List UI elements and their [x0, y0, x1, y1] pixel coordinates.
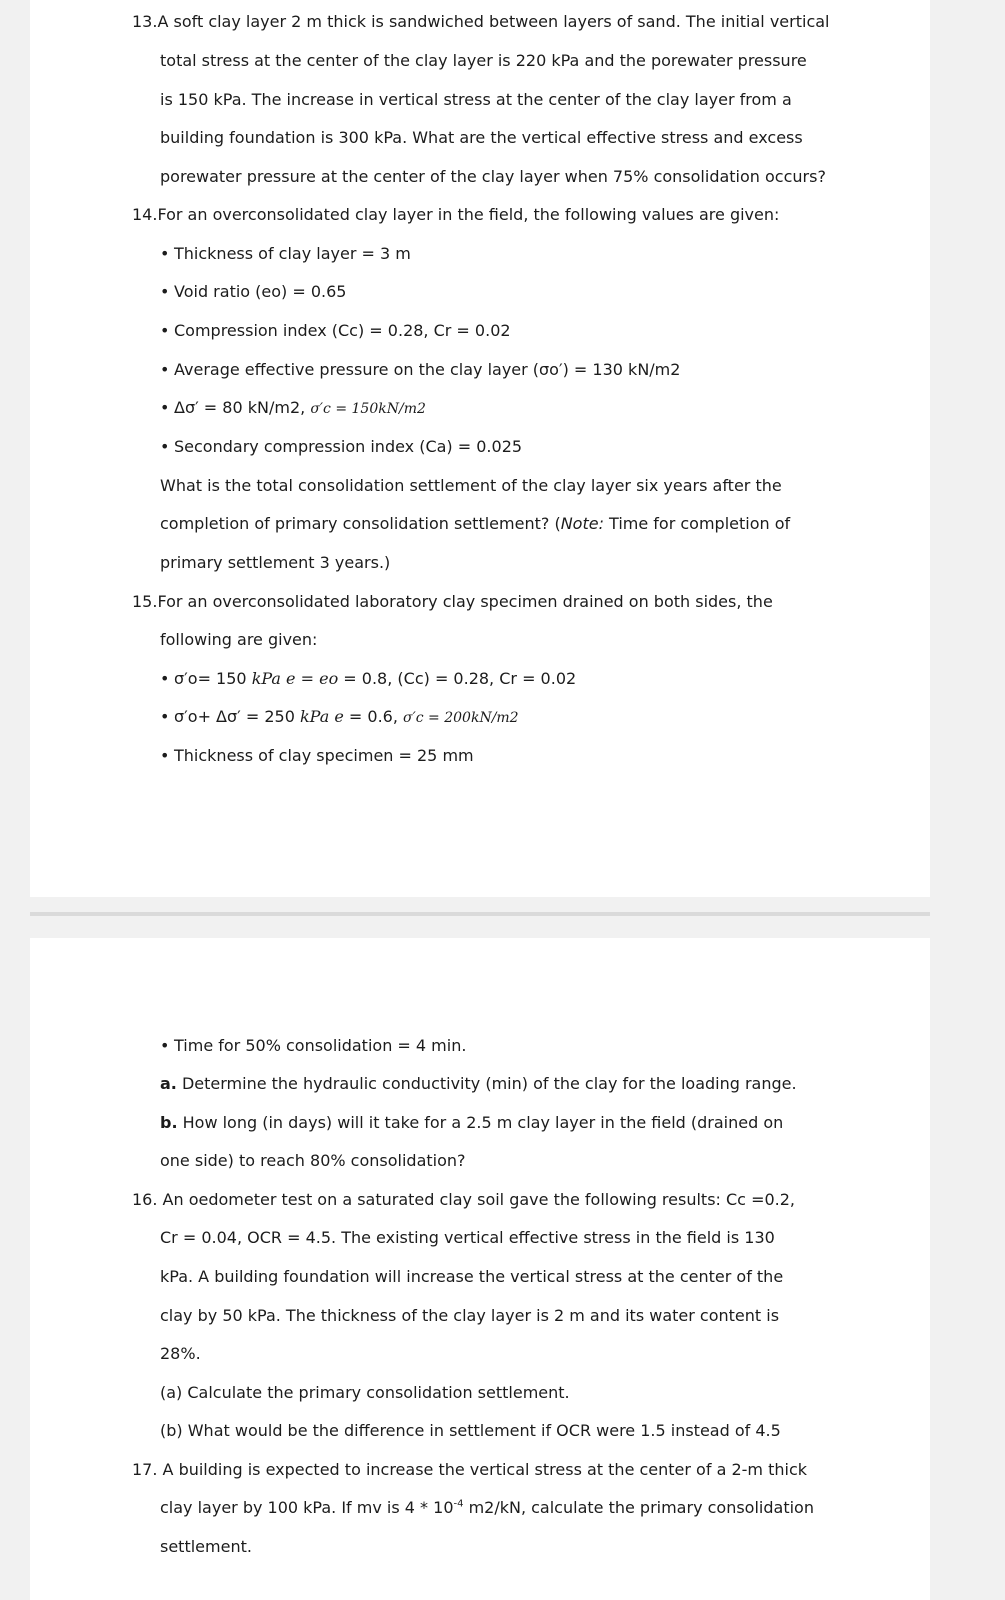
q14-question-line-2: completion of primary consolidation settlement? (Note: Time for completion of: [160, 514, 791, 533]
q13-line-1: 13.A soft clay layer 2 m thick is sandwiched between layers of sand. The initial vertical: [132, 12, 830, 31]
q15-part-a: a. Determine the hydraulic conductivity (min) of the clay for the loading range.: [160, 1074, 797, 1093]
q16-line-5: 28%.: [160, 1344, 201, 1363]
page-divider: [30, 912, 930, 916]
q15-part-b-line-2: one side) to reach 80% consolidation?: [160, 1151, 466, 1170]
q13-line-3: is 150 kPa. The increase in vertical stress at the center of the clay layer from a: [160, 90, 792, 109]
q17-line-1: 17. A building is expected to increase the vertical stress at the center of a 2-m thick: [132, 1460, 807, 1479]
q13-line-2: total stress at the center of the clay layer is 220 kPa and the porewater pressure: [160, 51, 807, 70]
q16-line-1: 16. An oedometer test on a saturated clay soil gave the following results: Cc =0.2,: [132, 1190, 795, 1209]
q15-part-b-line-1: b. How long (in days) will it take for a 2.5 m clay layer in the field (drained on: [160, 1113, 784, 1132]
q14-bullet-stress-increase: • Δσ′ = 80 kN/m2, σ′c = 150kN/m2: [160, 398, 426, 417]
q17-line-3: settlement.: [160, 1537, 252, 1556]
q16-line-3: kPa. A building foundation will increase the vertical stress at the center of the: [160, 1267, 784, 1286]
q15-bullet-final-stress: • σ′o+ Δσ′ = 250 kPa e = 0.6, σ′c = 200kN/m2: [160, 707, 519, 726]
q14-question-line-3: primary settlement 3 years.): [160, 553, 391, 572]
q17-line-2: clay layer by 100 kPa. If mv is $4 * 10^{-4}$ m2/kN, calculate the primary consolidation: [160, 1498, 814, 1517]
q14-bullet-thickness: • Thickness of clay layer = 3 m: [160, 244, 411, 263]
q16-part-b: (b) What would be the difference in settlement if OCR were 1.5 instead of 4.5: [160, 1421, 781, 1440]
q16-part-a: (a) Calculate the primary consolidation settlement.: [160, 1383, 570, 1402]
q15-bullet-specimen-thickness: • Thickness of clay specimen = 25 mm: [160, 746, 474, 765]
q16-line-4: clay by 50 kPa. The thickness of the clay layer is 2 m and its water content is: [160, 1306, 780, 1325]
q13-line-5: porewater pressure at the center of the clay layer when 75% consolidation occurs?: [160, 167, 826, 186]
q14-bullet-void-ratio: • Void ratio (eo) = 0.65: [160, 282, 347, 301]
q14-bullet-compression-index: • Compression index (Cc) = 0.28, Cr = 0.02: [160, 321, 511, 340]
q14-bullet-effective-pressure: • Average effective pressure on the clay layer (σo′) = 130 kN/m2: [160, 360, 681, 379]
q15-bullet-initial-stress: • σ′o= 150 kPa e = eo = 0.8, (Cc) = 0.28, Cr = 0.02: [160, 669, 577, 688]
q14-intro: 14.For an overconsolidated clay layer in the field, the following values are given:: [132, 205, 780, 224]
q15-bullet-time-50: • Time for 50% consolidation = 4 min.: [160, 1036, 467, 1055]
q14-bullet-secondary-index: • Secondary compression index (Ca) = 0.025: [160, 437, 523, 456]
q15-intro-line-2: following are given:: [160, 630, 318, 649]
q13-line-4: building foundation is 300 kPa. What are the vertical effective stress and excess: [160, 128, 803, 147]
q15-intro-line-1: 15.For an overconsolidated laboratory clay specimen drained on both sides, the: [132, 592, 773, 611]
q14-question-line-1: What is the total consolidation settlement of the clay layer six years after the: [160, 476, 782, 495]
q16-line-2: Cr = 0.04, OCR = 4.5. The existing vertical effective stress in the field is 130: [160, 1228, 775, 1247]
